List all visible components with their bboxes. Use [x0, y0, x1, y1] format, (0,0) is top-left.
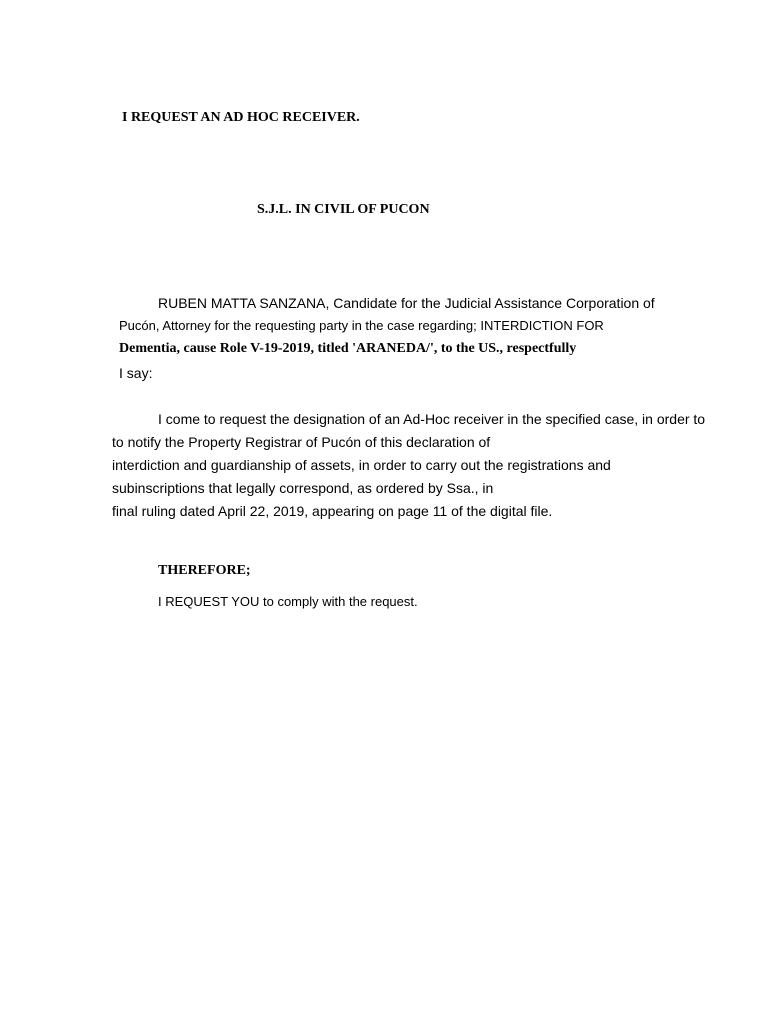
- body-line-1: I come to request the designation of an Ad-Hoc receiver in the specified case, in order to: [158, 411, 706, 427]
- request-line: I REQUEST YOU to comply with the request.: [158, 594, 418, 609]
- intro-line-2: Pucón, Attorney for the requesting party in the case regarding; INTERDICTION FOR: [119, 318, 604, 333]
- body-line-3: interdiction and guardianship of assets, in order to carry out the registrations and: [112, 457, 611, 473]
- intro-line-3: Dementia, cause Role V-19-2019, titled 'ARANEDA/', to the US., respectfully: [119, 341, 577, 356]
- body-line-4: subinscriptions that legally correspond, as ordered by Ssa., in: [112, 480, 494, 496]
- therefore-label: THEREFORE;: [158, 563, 251, 578]
- intro-line-4: I say:: [119, 365, 153, 381]
- intro-line-1: RUBEN MATTA SANZANA, Candidate for the Judicial Assistance Corporation of: [158, 295, 655, 311]
- body-line-2: to notify the Property Registrar of Pucón of this declaration of: [112, 434, 491, 450]
- body-line-5: final ruling dated April 22, 2019, appearing on page 11 of the digital file.: [112, 503, 553, 519]
- court-name: S.J.L. IN CIVIL OF PUCON: [257, 202, 430, 217]
- document-heading: I REQUEST AN AD HOC RECEIVER.: [122, 110, 360, 125]
